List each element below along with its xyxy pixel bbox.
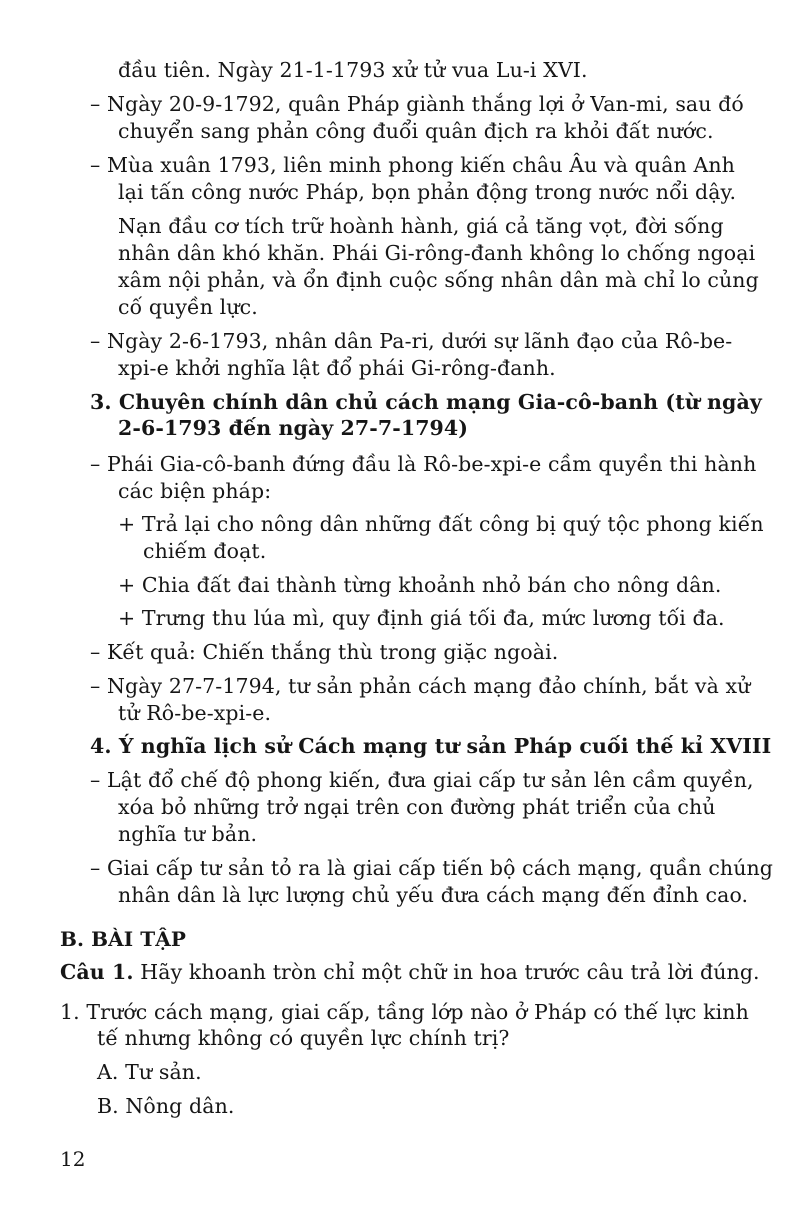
bullet-line: – Kết quả: Chiến thắng thù trong giặc ngoài.	[90, 640, 559, 664]
page-number: 12	[60, 1147, 86, 1171]
part-heading: B. BÀI TẬP	[60, 927, 187, 951]
plus-item: + Trả lại cho nông dân những đất công bị quý tộc phong kiến	[118, 512, 764, 536]
section-heading: 4. Ý nghĩa lịch sử Cách mạng tư sản Pháp cuối thế kỉ XVIII	[90, 734, 772, 758]
bullet-line: – Giai cấp tư sản tỏ ra là giai cấp tiến bộ cách mạng, quần chúng	[90, 856, 774, 880]
bullet-line: – Mùa xuân 1793, liên minh phong kiến châu Âu và quân Anh	[90, 153, 735, 177]
text-line: xâm nội phản, và ổn định cuộc sống nhân dân mà chỉ lo củng	[118, 268, 759, 292]
answer-option: A. Tư sản.	[97, 1060, 202, 1084]
bullet-line: – Ngày 2-6-1793, nhân dân Pa-ri, dưới sự lãnh đạo của Rô-be-	[90, 329, 733, 353]
text-line: tử Rô-be-xpi-e.	[118, 701, 272, 725]
text-line: lại tấn công nước Pháp, bọn phản động trong nước nổi dậy.	[118, 180, 737, 204]
text-line: các biện pháp:	[118, 479, 272, 503]
question-prompt: Câu 1. Hãy khoanh tròn chỉ một chữ in hoa trước câu trả lời đúng.	[60, 960, 760, 984]
text-line: nhân dân là lực lượng chủ yếu đưa cách mạng đến đỉnh cao.	[118, 883, 749, 907]
text-line: nhân dân khó khăn. Phái Gi-rông-đanh không lo chống ngoại	[118, 241, 756, 265]
text-line: chiếm đoạt.	[143, 539, 267, 563]
bullet-line: – Ngày 20-9-1792, quân Pháp giành thắng lợi ở Van-mi, sau đó	[90, 92, 744, 116]
text-line: xpi-e khởi nghĩa lật đổ phái Gi-rông-đanh.	[118, 356, 556, 380]
plus-item: + Chia đất đai thành từng khoảnh nhỏ bán cho nông dân.	[118, 573, 722, 597]
text-line: Nạn đầu cơ tích trữ hoành hành, giá cả tăng vọt, đời sống	[118, 214, 724, 238]
text-line: đầu tiên. Ngày 21-1-1793 xử tử vua Lu-i XVI.	[118, 58, 588, 82]
plus-item: + Trưng thu lúa mì, quy định giá tối đa, mức lương tối đa.	[118, 606, 725, 630]
text-line: cố quyền lực.	[118, 295, 258, 319]
text-line: nghĩa tư bản.	[118, 822, 258, 846]
bullet-line: – Lật đổ chế độ phong kiến, đưa giai cấp tư sản lên cầm quyền,	[90, 768, 754, 792]
section-heading-cont: 2-6-1793 đến ngày 27-7-1794)	[118, 416, 469, 440]
answer-option: B. Nông dân.	[97, 1094, 235, 1118]
section-heading: 3. Chuyên chính dân chủ cách mạng Gia-cô-banh (từ ngày	[90, 390, 762, 414]
bullet-line: – Phái Gia-cô-banh đứng đầu là Rô-be-xpi-e cầm quyền thi hành	[90, 452, 757, 476]
question-prompt-text: Hãy khoanh tròn chỉ một chữ in hoa trước câu trả lời đúng.	[140, 960, 760, 984]
question-item: 1. Trước cách mạng, giai cấp, tầng lớp nào ở Pháp có thế lực kinh	[60, 1000, 749, 1024]
text-line: chuyển sang phản công đuổi quân địch ra khỏi đất nước.	[118, 119, 714, 143]
text-line: xóa bỏ những trở ngại trên con đường phát triển của chủ	[118, 795, 716, 819]
text-line: tế nhưng không có quyền lực chính trị?	[97, 1026, 510, 1050]
bullet-line: – Ngày 27-7-1794, tư sản phản cách mạng đảo chính, bắt và xử	[90, 674, 751, 698]
